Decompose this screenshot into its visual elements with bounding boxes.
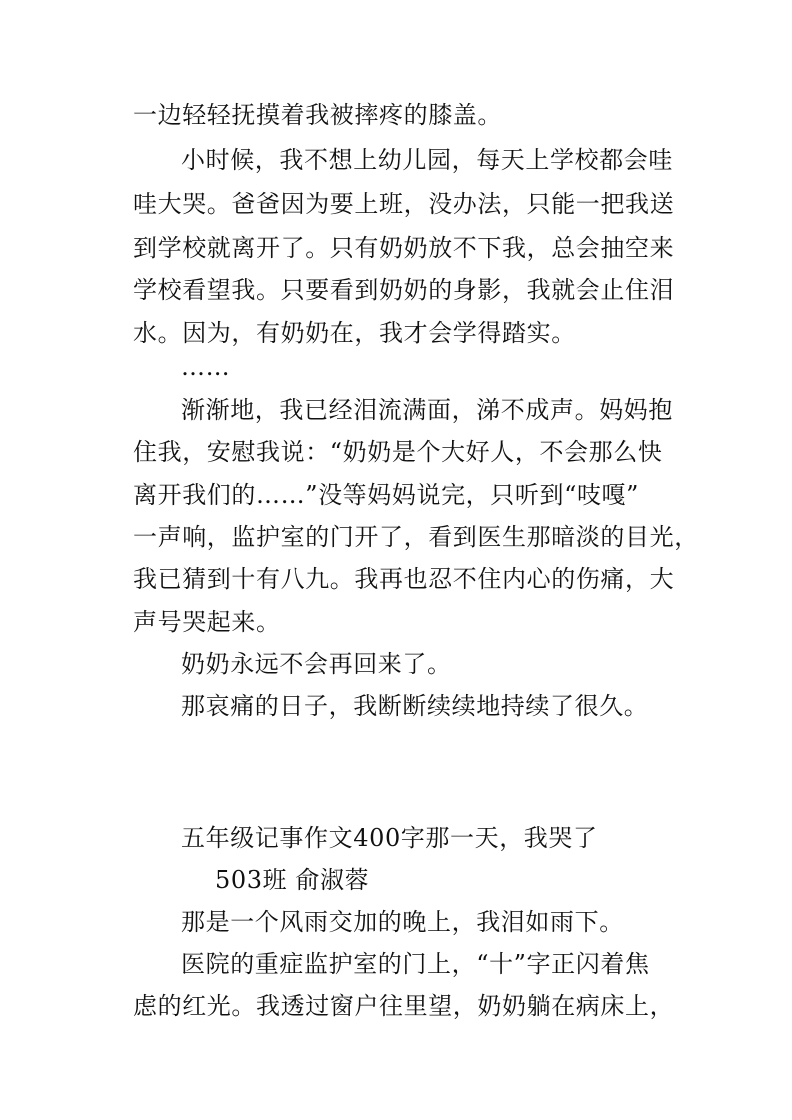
paragraph-start: 那是一个风雨交加的晚上，我泪如雨下。 [181, 908, 624, 936]
text-line: 到学校就离开了。只有奶奶放不下我，总会抽空来 [133, 234, 675, 262]
text-line: 一声响，监护室的门开了，看到医生那暗淡的目光， [133, 523, 699, 551]
paragraph-start: 奶奶永远不会再回来了。 [181, 650, 452, 678]
text-line: 水。因为，有奶奶在，我才会学得踏实。 [133, 319, 576, 347]
text-line: 住我，安慰我说：“奶奶是个大好人，不会那么快 [133, 438, 663, 466]
text-line: 学校看望我。只要看到奶奶的身影，我就会止住泪 [133, 276, 675, 304]
text-line: 虑的红光。我透过窗户往里望，奶奶躺在病床上， [133, 992, 675, 1020]
text-line: 哇大哭。爸爸因为要上班，没办法，只能一把我送 [133, 190, 675, 218]
text-line: 我已猜到十有八九。我再也忍不住内心的伤痛，大 [133, 565, 675, 593]
author-line: 503班 俞淑蓉 [215, 866, 370, 894]
essay-title: 五年级记事作文400字那一天，我哭了 [181, 824, 598, 852]
paragraph-start: 渐渐地，我已经泪流满面，涕不成声。妈妈抱 [181, 396, 673, 424]
paragraph-start: 那哀痛的日子，我断断续续地持续了很久。 [181, 692, 649, 720]
paragraph-start: 小时候，我不想上幼儿园，每天上学校都会哇 [181, 146, 673, 174]
text-line: 离开我们的……”没等妈妈说完，只听到“吱嘎” [133, 481, 640, 509]
text-line: 一边轻轻抚摸着我被摔疼的膝盖。 [133, 101, 502, 129]
text-line: 声号哭起来。 [133, 608, 281, 636]
paragraph-start: 医院的重症监护室的门上，“十”字正闪着焦 [181, 950, 650, 978]
ellipsis-line: …… [181, 353, 231, 381]
